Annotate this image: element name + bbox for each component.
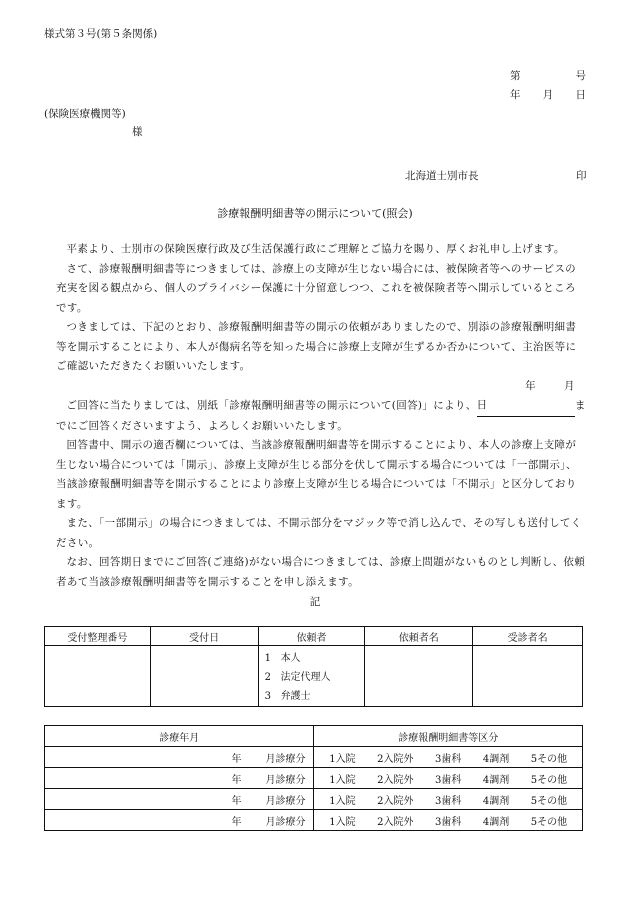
paragraph-2: さて、診療報酬明細書等につきましては、診療上の支障が生じない場合には、被保険者等へのサービスの充実を図る観点から、個人のプライバシー保護に十分留意しつつ、これを被保険者等へ開示しているところです。 xyxy=(56,262,577,314)
recipient-honorific: 様 xyxy=(132,126,143,138)
reply-deadline xyxy=(477,377,575,417)
document-number xyxy=(510,68,586,83)
seal-mark: 印 xyxy=(576,170,587,182)
patient-name-cell xyxy=(473,646,583,707)
request-table-header xyxy=(45,627,583,646)
paragraph-4 xyxy=(56,377,586,437)
table-row: 年 月診療分 1入院 2入院外 3歯科 4調剤 5その他 xyxy=(45,768,583,789)
body-text xyxy=(56,240,586,592)
table-row: 年 月診療分 1入院 2入院外 3歯科 4調剤 5その他 xyxy=(45,789,583,810)
paragraph-7: なお、回答期日までにご回答(ご連絡)がない場合につきましては、診療上問題がないものとし判断し、依頼者あて当該診療報酬明細書等を開示することを申し添えます。 xyxy=(56,556,586,588)
paragraph-6: また、「一部開示」の場合につきましては、不開示部分をマジック等で消し込んで、その写しも送付してください。 xyxy=(56,517,582,549)
request-table-row xyxy=(45,646,583,707)
form-number: 様式第３号(第５条関係) xyxy=(44,28,158,40)
header-treatment-month: 診療年月 xyxy=(45,726,314,747)
header-requester: 依頼者 xyxy=(258,627,365,646)
requester-name-cell xyxy=(365,646,473,707)
date-day: 日 xyxy=(575,89,586,101)
document-date xyxy=(510,87,586,102)
document-title: 診療報酬明細書等の開示について(照会) xyxy=(217,207,413,220)
treatment-table xyxy=(44,725,583,831)
requester-option: 1 本人 xyxy=(264,653,301,664)
requester-option: 3 弁護士 xyxy=(264,691,311,702)
recipient: (保険医療機関等) xyxy=(44,108,126,120)
treatment-table-header xyxy=(45,726,583,747)
header-statement-category: 診療報酬明細書等区分 xyxy=(314,726,583,747)
header-patient-name: 受診者名 xyxy=(473,627,583,646)
paragraph-3: つきましては、下記のとおり、診療報酬明細書等の開示の依頼がありましたので、別添の診療報酬明細書等を開示することにより、本人が傷病名等を知った場合に診療上支障が生ずるか否かについて、主治医等にご確認いただきたくお願いいたします。 xyxy=(56,321,577,372)
table-row: 年 月診療分 1入院 2入院外 3歯科 4調剤 5その他 xyxy=(45,810,583,831)
reception-date-cell xyxy=(150,646,258,707)
paragraph-1: 平素より、士別市の保険医療行政及び生活保護行政にご理解とご協力を賜り、厚くお礼申し上げます。 xyxy=(66,243,565,255)
deadline-day: 日 xyxy=(476,399,488,411)
header-requester-name: 依頼者名 xyxy=(365,627,473,646)
date-year: 年 xyxy=(510,89,521,101)
deadline-year: 年 xyxy=(525,379,536,392)
reception-number-cell xyxy=(45,646,151,707)
record-heading: 記 xyxy=(309,596,321,608)
request-table xyxy=(44,626,583,707)
number-suffix: 号 xyxy=(575,70,586,82)
deadline-month: 月 xyxy=(564,379,575,392)
requester-cell xyxy=(258,646,365,707)
date-month: 月 xyxy=(542,89,554,101)
requester-option: 2 法定代理人 xyxy=(264,672,331,683)
paragraph-5: 回答書中、開示の適否欄については、当該診療報酬明細書等を開示することにより、本人の診療上支障が生じない場合については「開示」、診療上支障が生じる部分を伏して開示する場合については「一部開示」、当該診療報酬明細書等を開示することにより診療上支障が生じる場合については「不開示」と区分しております。 xyxy=(56,439,577,510)
header-reception-date: 受付日 xyxy=(150,627,258,646)
paragraph-4-lead: ご回答に当たりましては、別紙「診療報酬明細書等の開示について(回答)」により、 xyxy=(66,399,477,411)
header-reception-number: 受付整理番号 xyxy=(45,627,151,646)
paragraph-4-tail: までにご回答くださいますよう、よろしくお願いいたします。 xyxy=(56,399,586,432)
requester-options xyxy=(259,646,365,706)
sender: 北海道士別市長 xyxy=(405,170,479,182)
number-prefix: 第 xyxy=(510,70,521,82)
table-row: 年 月診療分 1入院 2入院外 3歯科 4調剤 5その他 xyxy=(45,747,583,768)
